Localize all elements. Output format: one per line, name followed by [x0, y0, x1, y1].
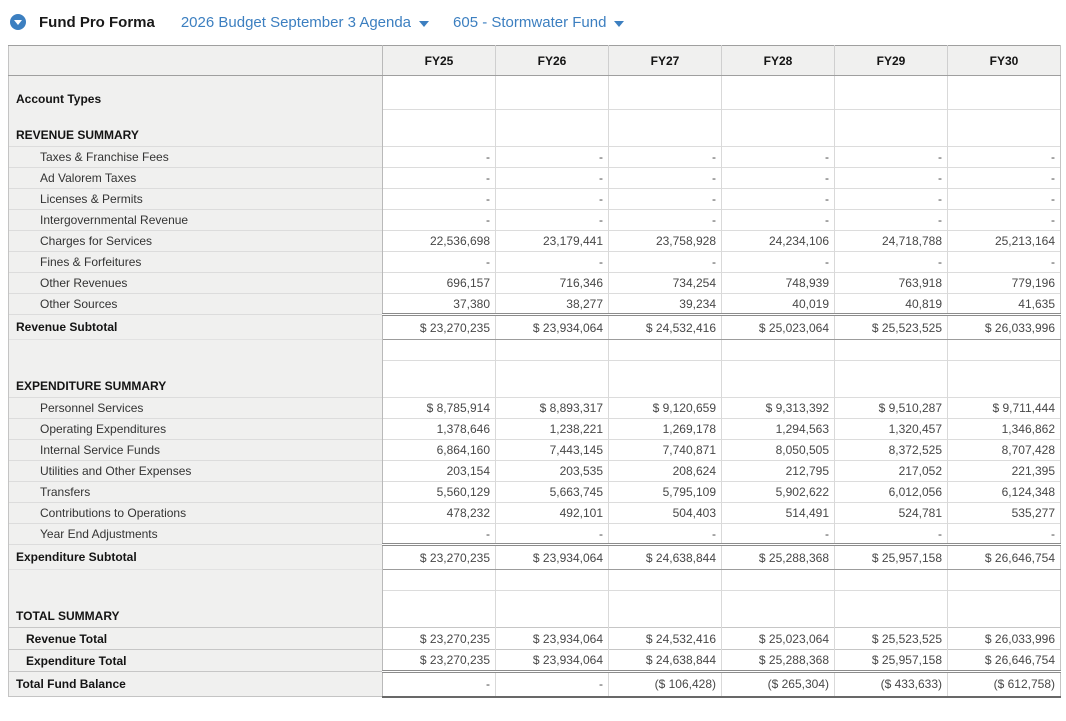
cell-fy27-revenue-total: $ 24,532,416 — [609, 628, 722, 650]
table-row-revenue-subtotal — [9, 315, 1061, 340]
cell-fy30-spacer — [948, 340, 1061, 361]
row-label: Revenue Total — [9, 628, 383, 650]
cell-fy29-revenue-total: $ 25,523,525 — [835, 628, 948, 650]
cell-fy28-intergovernmental-revenue: - — [722, 210, 835, 231]
cell-fy28-ad-valorem-taxes: - — [722, 168, 835, 189]
cell-fy25-licenses-permits: - — [383, 189, 496, 210]
cell-fy26-spacer — [496, 570, 609, 591]
table-row-account-types — [9, 76, 1061, 110]
cell-fy30-revenue-total: $ 26,033,996 — [948, 628, 1061, 650]
cell-fy26-taxes-franchise-fees: - — [496, 147, 609, 168]
cell-fy28-revenue-subtotal: $ 25,023,064 — [722, 315, 835, 340]
cell-fy30-ad-valorem-taxes: - — [948, 168, 1061, 189]
cell-fy26-licenses-permits: - — [496, 189, 609, 210]
table-row-personnel-services — [9, 398, 1061, 419]
column-header-fy29: FY29 — [835, 46, 948, 76]
pro-forma-table — [8, 45, 1061, 698]
row-label: Total Fund Balance — [9, 672, 383, 697]
cell-fy30-licenses-permits: - — [948, 189, 1061, 210]
cell-fy27-charges-for-services: 23,758,928 — [609, 231, 722, 252]
cell-fy26-intergovernmental-revenue: - — [496, 210, 609, 231]
cell-fy27-ad-valorem-taxes: - — [609, 168, 722, 189]
cell-fy26-expenditure-summary — [496, 361, 609, 398]
cell-fy29-expenditure-total: $ 25,957,158 — [835, 650, 948, 672]
row-label: Revenue Subtotal — [9, 315, 383, 340]
row-label: REVENUE SUMMARY — [9, 110, 383, 147]
row-label — [9, 340, 383, 361]
row-label: Taxes & Franchise Fees — [9, 147, 383, 168]
cell-fy29-licenses-permits: - — [835, 189, 948, 210]
budget-version-dropdown[interactable] — [181, 14, 429, 31]
cell-fy27-expenditure-total: $ 24,638,844 — [609, 650, 722, 672]
cell-fy29-transfers: 6,012,056 — [835, 482, 948, 503]
row-label: Year End Adjustments — [9, 524, 383, 545]
cell-fy29-total-summary — [835, 591, 948, 628]
row-label: Expenditure Total — [9, 650, 383, 672]
table-row-transfers — [9, 482, 1061, 503]
cell-fy25-spacer — [383, 340, 496, 361]
column-header-fy30: FY30 — [948, 46, 1061, 76]
cell-fy25-utilities-and-other-expenses: 203,154 — [383, 461, 496, 482]
row-label: Operating Expenditures — [9, 419, 383, 440]
cell-fy29-contributions-to-operations: 524,781 — [835, 503, 948, 524]
cell-fy30-total-fund-balance: ($ 612,758) — [948, 672, 1061, 697]
cell-fy27-internal-service-funds: 7,740,871 — [609, 440, 722, 461]
table-row-spacer — [9, 340, 1061, 361]
cell-fy28-charges-for-services: 24,234,106 — [722, 231, 835, 252]
cell-fy29-spacer — [835, 340, 948, 361]
cell-fy28-expenditure-total: $ 25,288,368 — [722, 650, 835, 672]
table-row-utilities-and-other-expenses — [9, 461, 1061, 482]
table-row-charges-for-services — [9, 231, 1061, 252]
cell-fy26-personnel-services: $ 8,893,317 — [496, 398, 609, 419]
cell-fy29-operating-expenditures: 1,320,457 — [835, 419, 948, 440]
collapse-panel-icon[interactable] — [10, 14, 26, 30]
chevron-down-icon — [419, 21, 429, 27]
row-label: Transfers — [9, 482, 383, 503]
cell-fy30-utilities-and-other-expenses: 221,395 — [948, 461, 1061, 482]
cell-fy30-expenditure-subtotal: $ 26,646,754 — [948, 545, 1061, 570]
page-header — [10, 12, 1060, 32]
cell-fy26-utilities-and-other-expenses: 203,535 — [496, 461, 609, 482]
cell-fy29-other-sources: 40,819 — [835, 294, 948, 315]
table-head — [9, 46, 1061, 76]
chevron-down-glyph — [14, 20, 22, 25]
cell-fy27-expenditure-summary — [609, 361, 722, 398]
cell-fy27-taxes-franchise-fees: - — [609, 147, 722, 168]
table-header-row — [9, 46, 1061, 76]
budget-version-label: 2026 Budget September 3 Agenda — [180, 13, 412, 31]
cell-fy30-intergovernmental-revenue: - — [948, 210, 1061, 231]
cell-fy30-account-types — [948, 76, 1061, 110]
cell-fy25-personnel-services: $ 8,785,914 — [383, 398, 496, 419]
cell-fy28-year-end-adjustments: - — [722, 524, 835, 545]
cell-fy25-transfers: 5,560,129 — [383, 482, 496, 503]
row-label: Other Revenues — [9, 273, 383, 294]
table-row-revenue-summary — [9, 110, 1061, 147]
cell-fy25-other-revenues: 696,157 — [383, 273, 496, 294]
table-row-year-end-adjustments — [9, 524, 1061, 545]
table-row-intergovernmental-revenue — [9, 210, 1061, 231]
cell-fy27-expenditure-subtotal: $ 24,638,844 — [609, 545, 722, 570]
cell-fy26-ad-valorem-taxes: - — [496, 168, 609, 189]
cell-fy26-total-summary — [496, 591, 609, 628]
cell-fy29-revenue-subtotal: $ 25,523,525 — [835, 315, 948, 340]
row-label: Contributions to Operations — [9, 503, 383, 524]
table-row-expenditure-subtotal — [9, 545, 1061, 570]
cell-fy30-transfers: 6,124,348 — [948, 482, 1061, 503]
column-header-fy27: FY27 — [609, 46, 722, 76]
cell-fy26-other-sources: 38,277 — [496, 294, 609, 315]
table-row-fines-forfeitures — [9, 252, 1061, 273]
cell-fy26-internal-service-funds: 7,443,145 — [496, 440, 609, 461]
cell-fy27-spacer — [609, 570, 722, 591]
cell-fy27-utilities-and-other-expenses: 208,624 — [609, 461, 722, 482]
row-label — [9, 570, 383, 591]
cell-fy25-revenue-summary — [383, 110, 496, 147]
cell-fy28-transfers: 5,902,622 — [722, 482, 835, 503]
table-row-spacer — [9, 570, 1061, 591]
row-label: Account Types — [9, 76, 383, 110]
cell-fy30-spacer — [948, 570, 1061, 591]
cell-fy25-operating-expenditures: 1,378,646 — [383, 419, 496, 440]
cell-fy29-internal-service-funds: 8,372,525 — [835, 440, 948, 461]
cell-fy25-internal-service-funds: 6,864,160 — [383, 440, 496, 461]
cell-fy30-year-end-adjustments: - — [948, 524, 1061, 545]
table-row-licenses-permits — [9, 189, 1061, 210]
row-label: Other Sources — [9, 294, 383, 315]
cell-fy30-revenue-summary — [948, 110, 1061, 147]
cell-fy28-internal-service-funds: 8,050,505 — [722, 440, 835, 461]
cell-fy28-account-types — [722, 76, 835, 110]
cell-fy27-personnel-services: $ 9,120,659 — [609, 398, 722, 419]
row-label: Charges for Services — [9, 231, 383, 252]
cell-fy25-total-summary — [383, 591, 496, 628]
row-label: Utilities and Other Expenses — [9, 461, 383, 482]
cell-fy26-fines-forfeitures: - — [496, 252, 609, 273]
row-label: Ad Valorem Taxes — [9, 168, 383, 189]
corner-header-cell — [9, 46, 383, 76]
cell-fy27-account-types — [609, 76, 722, 110]
cell-fy27-year-end-adjustments: - — [609, 524, 722, 545]
cell-fy29-year-end-adjustments: - — [835, 524, 948, 545]
cell-fy26-charges-for-services: 23,179,441 — [496, 231, 609, 252]
cell-fy26-transfers: 5,663,745 — [496, 482, 609, 503]
cell-fy28-total-fund-balance: ($ 265,304) — [722, 672, 835, 697]
row-label: Personnel Services — [9, 398, 383, 419]
row-label: Internal Service Funds — [9, 440, 383, 461]
cell-fy25-expenditure-summary — [383, 361, 496, 398]
cell-fy25-account-types — [383, 76, 496, 110]
cell-fy30-expenditure-total: $ 26,646,754 — [948, 650, 1061, 672]
cell-fy25-taxes-franchise-fees: - — [383, 147, 496, 168]
cell-fy26-expenditure-total: $ 23,934,064 — [496, 650, 609, 672]
row-label: Intergovernmental Revenue — [9, 210, 383, 231]
table-row-total-fund-balance — [9, 672, 1061, 697]
cell-fy27-revenue-summary — [609, 110, 722, 147]
cell-fy29-revenue-summary — [835, 110, 948, 147]
table-row-revenue-total — [9, 628, 1061, 650]
row-label: EXPENDITURE SUMMARY — [9, 361, 383, 398]
cell-fy27-total-summary — [609, 591, 722, 628]
cell-fy25-total-fund-balance: - — [383, 672, 496, 697]
cell-fy26-other-revenues: 716,346 — [496, 273, 609, 294]
cell-fy28-operating-expenditures: 1,294,563 — [722, 419, 835, 440]
row-label: Licenses & Permits — [9, 189, 383, 210]
cell-fy27-operating-expenditures: 1,269,178 — [609, 419, 722, 440]
table-row-ad-valorem-taxes — [9, 168, 1061, 189]
cell-fy25-fines-forfeitures: - — [383, 252, 496, 273]
table-row-other-sources — [9, 294, 1061, 315]
cell-fy27-licenses-permits: - — [609, 189, 722, 210]
cell-fy26-expenditure-subtotal: $ 23,934,064 — [496, 545, 609, 570]
cell-fy27-contributions-to-operations: 504,403 — [609, 503, 722, 524]
cell-fy28-taxes-franchise-fees: - — [722, 147, 835, 168]
cell-fy28-spacer — [722, 340, 835, 361]
cell-fy28-spacer — [722, 570, 835, 591]
cell-fy30-personnel-services: $ 9,711,444 — [948, 398, 1061, 419]
table-body — [9, 76, 1061, 697]
cell-fy28-other-sources: 40,019 — [722, 294, 835, 315]
chevron-down-icon — [614, 21, 624, 27]
column-header-fy26: FY26 — [496, 46, 609, 76]
cell-fy25-spacer — [383, 570, 496, 591]
cell-fy30-other-sources: 41,635 — [948, 294, 1061, 315]
cell-fy25-intergovernmental-revenue: - — [383, 210, 496, 231]
cell-fy28-expenditure-subtotal: $ 25,288,368 — [722, 545, 835, 570]
cell-fy30-charges-for-services: 25,213,164 — [948, 231, 1061, 252]
cell-fy28-revenue-summary — [722, 110, 835, 147]
table-row-taxes-franchise-fees — [9, 147, 1061, 168]
cell-fy27-transfers: 5,795,109 — [609, 482, 722, 503]
cell-fy27-fines-forfeitures: - — [609, 252, 722, 273]
cell-fy27-intergovernmental-revenue: - — [609, 210, 722, 231]
cell-fy25-expenditure-total: $ 23,270,235 — [383, 650, 496, 672]
cell-fy30-expenditure-summary — [948, 361, 1061, 398]
table-row-internal-service-funds — [9, 440, 1061, 461]
cell-fy25-expenditure-subtotal: $ 23,270,235 — [383, 545, 496, 570]
fund-label: 605 - Stormwater Fund — [453, 13, 607, 31]
cell-fy27-spacer — [609, 340, 722, 361]
cell-fy27-revenue-subtotal: $ 24,532,416 — [609, 315, 722, 340]
cell-fy28-licenses-permits: - — [722, 189, 835, 210]
cell-fy26-operating-expenditures: 1,238,221 — [496, 419, 609, 440]
cell-fy28-contributions-to-operations: 514,491 — [722, 503, 835, 524]
table-row-operating-expenditures — [9, 419, 1061, 440]
cell-fy28-utilities-and-other-expenses: 212,795 — [722, 461, 835, 482]
table-row-expenditure-total — [9, 650, 1061, 672]
cell-fy28-fines-forfeitures: - — [722, 252, 835, 273]
page-title: Fund Pro Forma — [39, 13, 155, 31]
cell-fy29-intergovernmental-revenue: - — [835, 210, 948, 231]
column-header-fy28: FY28 — [722, 46, 835, 76]
row-label: Expenditure Subtotal — [9, 545, 383, 570]
table-row-expenditure-summary — [9, 361, 1061, 398]
cell-fy25-other-sources: 37,380 — [383, 294, 496, 315]
cell-fy26-spacer — [496, 340, 609, 361]
cell-fy29-account-types — [835, 76, 948, 110]
table-row-contributions-to-operations — [9, 503, 1061, 524]
cell-fy28-personnel-services: $ 9,313,392 — [722, 398, 835, 419]
cell-fy26-total-fund-balance: - — [496, 672, 609, 697]
cell-fy30-internal-service-funds: 8,707,428 — [948, 440, 1061, 461]
cell-fy29-utilities-and-other-expenses: 217,052 — [835, 461, 948, 482]
column-header-fy25: FY25 — [383, 46, 496, 76]
cell-fy30-operating-expenditures: 1,346,862 — [948, 419, 1061, 440]
cell-fy25-contributions-to-operations: 478,232 — [383, 503, 496, 524]
cell-fy25-year-end-adjustments: - — [383, 524, 496, 545]
cell-fy27-other-sources: 39,234 — [609, 294, 722, 315]
fund-dropdown[interactable] — [453, 14, 624, 31]
cell-fy30-other-revenues: 779,196 — [948, 273, 1061, 294]
row-label: Fines & Forfeitures — [9, 252, 383, 273]
cell-fy29-expenditure-subtotal: $ 25,957,158 — [835, 545, 948, 570]
cell-fy30-contributions-to-operations: 535,277 — [948, 503, 1061, 524]
cell-fy29-charges-for-services: 24,718,788 — [835, 231, 948, 252]
cell-fy29-personnel-services: $ 9,510,287 — [835, 398, 948, 419]
cell-fy29-other-revenues: 763,918 — [835, 273, 948, 294]
cell-fy29-spacer — [835, 570, 948, 591]
cell-fy26-year-end-adjustments: - — [496, 524, 609, 545]
cell-fy27-total-fund-balance: ($ 106,428) — [609, 672, 722, 697]
cell-fy30-fines-forfeitures: - — [948, 252, 1061, 273]
cell-fy25-revenue-subtotal: $ 23,270,235 — [383, 315, 496, 340]
cell-fy26-revenue-subtotal: $ 23,934,064 — [496, 315, 609, 340]
cell-fy26-account-types — [496, 76, 609, 110]
cell-fy28-total-summary — [722, 591, 835, 628]
cell-fy28-other-revenues: 748,939 — [722, 273, 835, 294]
cell-fy30-revenue-subtotal: $ 26,033,996 — [948, 315, 1061, 340]
cell-fy29-total-fund-balance: ($ 433,633) — [835, 672, 948, 697]
cell-fy29-expenditure-summary — [835, 361, 948, 398]
cell-fy29-taxes-franchise-fees: - — [835, 147, 948, 168]
cell-fy25-charges-for-services: 22,536,698 — [383, 231, 496, 252]
cell-fy25-revenue-total: $ 23,270,235 — [383, 628, 496, 650]
cell-fy29-ad-valorem-taxes: - — [835, 168, 948, 189]
cell-fy27-other-revenues: 734,254 — [609, 273, 722, 294]
cell-fy29-fines-forfeitures: - — [835, 252, 948, 273]
row-label: TOTAL SUMMARY — [9, 591, 383, 628]
cell-fy30-total-summary — [948, 591, 1061, 628]
cell-fy28-expenditure-summary — [722, 361, 835, 398]
table-row-total-summary — [9, 591, 1061, 628]
cell-fy26-revenue-total: $ 23,934,064 — [496, 628, 609, 650]
cell-fy30-taxes-franchise-fees: - — [948, 147, 1061, 168]
cell-fy26-contributions-to-operations: 492,101 — [496, 503, 609, 524]
table-row-other-revenues — [9, 273, 1061, 294]
cell-fy25-ad-valorem-taxes: - — [383, 168, 496, 189]
cell-fy26-revenue-summary — [496, 110, 609, 147]
cell-fy28-revenue-total: $ 25,023,064 — [722, 628, 835, 650]
